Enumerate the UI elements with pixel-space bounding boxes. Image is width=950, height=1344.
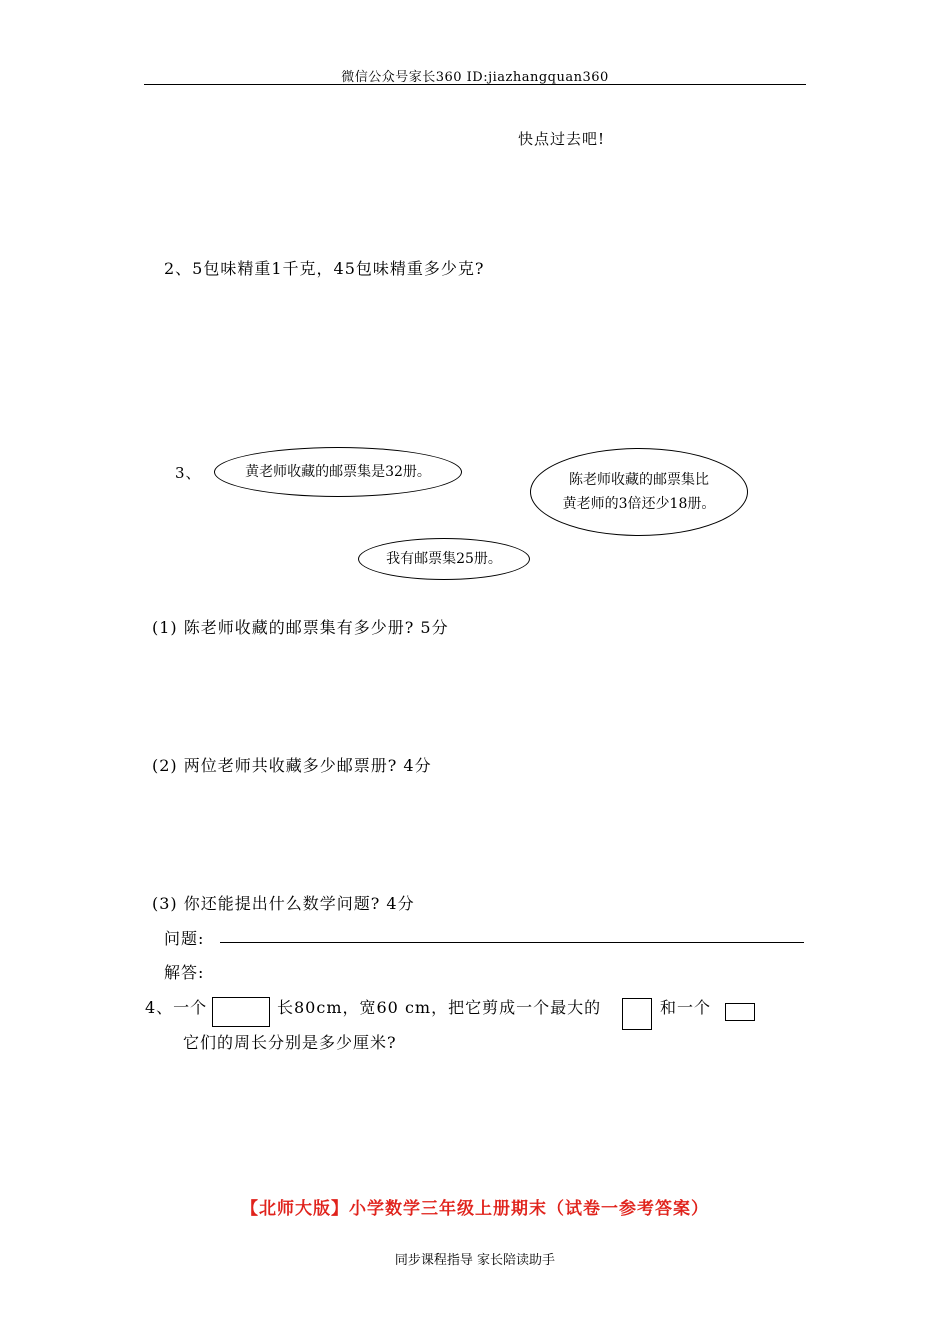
question-3-sub2: (2) 两位老师共收藏多少邮票册? 4分 bbox=[152, 756, 432, 775]
answer-underline bbox=[220, 942, 804, 943]
rectangle-shape-icon bbox=[212, 997, 270, 1027]
page-header: 微信公众号家长360 ID:jiazhangquan360 bbox=[341, 70, 609, 85]
question-2: 2、5包味精重1千克，45包味精重多少克? bbox=[164, 259, 485, 278]
bubble-chen-line2: 黄老师的3倍还少18册。 bbox=[562, 496, 716, 512]
question-4-line2: 它们的周长分别是多少厘米? bbox=[183, 1033, 397, 1052]
q1-tail-text: 快点过去吧! bbox=[518, 130, 606, 148]
question-label: 问题: bbox=[164, 929, 205, 948]
small-rectangle-shape-icon bbox=[725, 1003, 755, 1021]
footer-subtitle: 同步课程指导 家长陪读助手 bbox=[394, 1253, 556, 1268]
footer-title: 【北师大版】小学数学三年级上册期末（试卷一参考答案） bbox=[241, 1199, 709, 1219]
question-3-sub3: (3) 你还能提出什么数学问题? 4分 bbox=[152, 894, 415, 913]
answer-label: 解答: bbox=[164, 963, 205, 982]
bubble-huang-text: 黄老师收藏的邮票集是32册。 bbox=[245, 464, 431, 480]
speech-bubble-huang bbox=[214, 447, 462, 497]
question-4-part1: 4、一个 bbox=[145, 998, 208, 1017]
bubble-chen-line1: 陈老师收藏的邮票集比 bbox=[569, 472, 709, 488]
speech-bubble-me bbox=[358, 538, 530, 580]
question-4-part2: 长80cm，宽60 cm，把它剪成一个最大的 bbox=[277, 998, 602, 1017]
speech-bubble-chen bbox=[530, 448, 748, 536]
header-divider bbox=[144, 84, 806, 85]
question-4-part3: 和一个 bbox=[660, 998, 712, 1017]
question-3-number: 3、 bbox=[175, 464, 202, 482]
square-shape-icon bbox=[622, 998, 652, 1030]
bubble-me-text: 我有邮票集25册。 bbox=[386, 551, 502, 567]
question-3-sub1: (1) 陈老师收藏的邮票集有多少册? 5分 bbox=[152, 618, 449, 637]
